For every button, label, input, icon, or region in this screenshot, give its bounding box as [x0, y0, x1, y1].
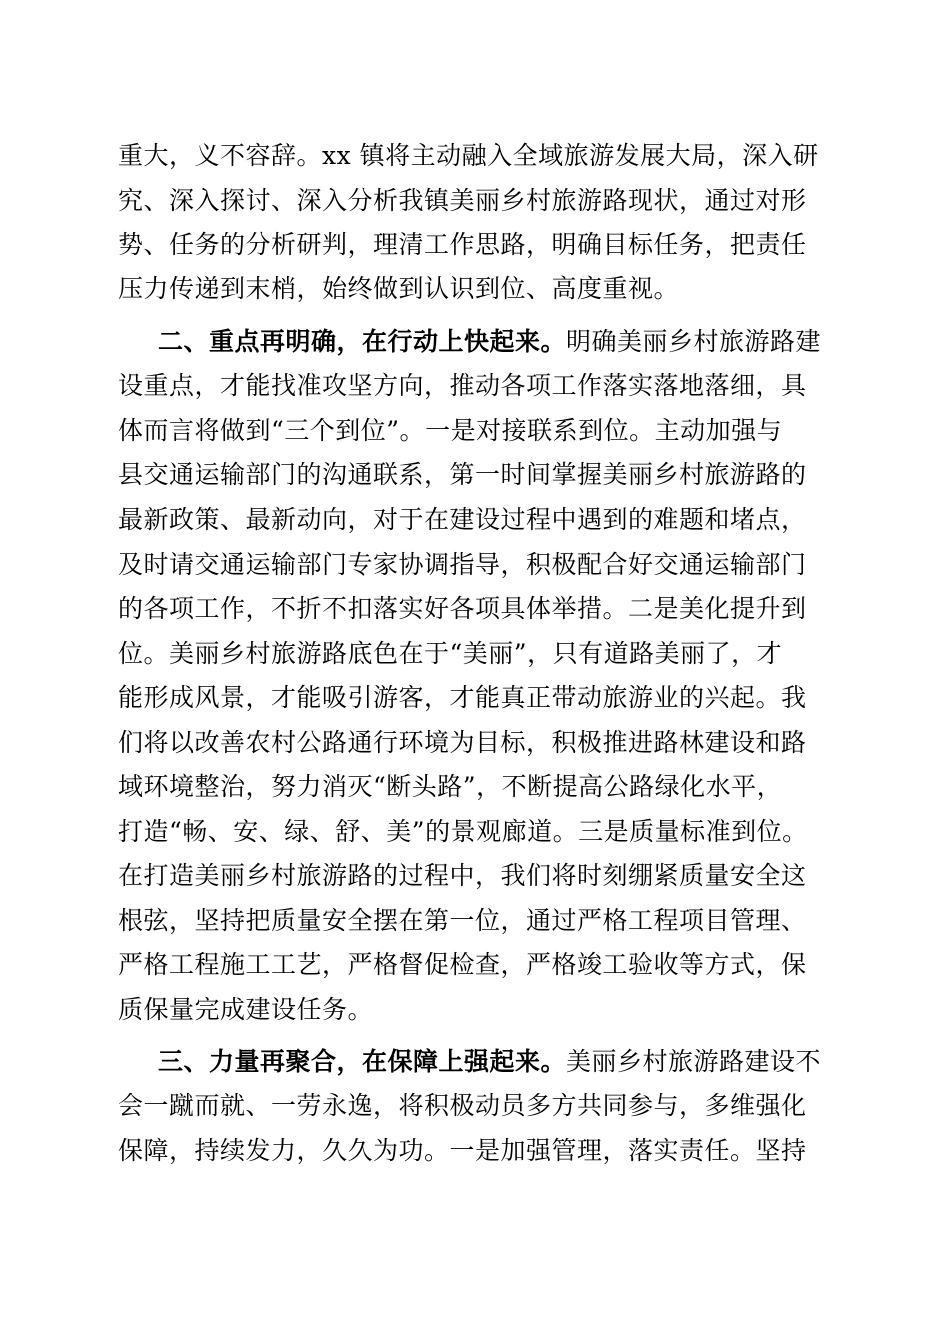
paragraph-line: 体而言将做到“三个到位”。一是对接联系到位。主动加强与: [118, 416, 783, 445]
paragraph-text: 明确美丽乡村旅游路建: [566, 327, 822, 356]
paragraph-line: 严格工程施工工艺，严格督促检查，严格竣工验收等方式，保: [118, 950, 807, 979]
paragraph-line: 压力传递到末梢，始终做到认识到位、高度重视。: [118, 274, 680, 303]
section-heading: 三、力量再聚合，在保障上强起来。: [158, 1047, 567, 1076]
paragraph-line: 打造“畅、安、绿、舒、美”的景观廊道。三是质量标准到位。: [118, 817, 808, 846]
paragraph-line: 会一蹴而就、一劳永逸，将积极动员多方共同参与，多维强化: [118, 1091, 807, 1120]
paragraph-line: 的各项工作，不折不扣落实好各项具体举措。二是美化提升到: [118, 594, 807, 623]
paragraph-line: 们将以改善农村公路通行环境为目标，积极推进路林建设和路: [118, 728, 807, 757]
paragraph-line: 能形成风景，才能吸引游客，才能真正带动旅游业的兴起。我: [118, 683, 807, 712]
section-heading: 二、重点再明确，在行动上快起来。: [158, 327, 567, 356]
paragraph-line: 保障，持续发力，久久为功。一是加强管理，落实责任。坚持: [118, 1136, 807, 1165]
paragraph-line: 最新政策、最新动向，对于在建设过程中遇到的难题和堵点，: [118, 505, 807, 534]
paragraph-first-line: [158, 324, 838, 360]
paragraph-first-line: [158, 1044, 838, 1080]
paragraph-line: 根弦，坚持把质量安全摆在第一位，通过严格工程项目管理、: [118, 906, 807, 935]
paragraph-line: 设重点，才能找准攻坚方向，推动各项工作落实落地落细，具: [118, 371, 807, 400]
paragraph-line: 位。美丽乡村旅游路底色在于“美丽”，只有道路美丽了，才: [118, 639, 783, 668]
paragraph-line: 及时请交通运输部门专家协调指导，积极配合好交通运输部门: [118, 550, 807, 579]
paragraph-line: 域环境整治，努力消灭“断头路”，不断提高公路绿化水平，: [118, 772, 783, 801]
paragraph-line: 县交通运输部门的沟通联系，第一时间掌握美丽乡村旅游路的: [118, 460, 807, 489]
paragraph-line: 究、深入探讨、深入分析我镇美丽乡村旅游路现状，通过对形: [118, 186, 807, 215]
paragraph-line: 重大，义不容辞。xx 镇将主动融入全域旅游发展大局，深入研: [118, 141, 819, 170]
paragraph-line: 势、任务的分析研判，理清工作思路，明确目标任务，把责任: [118, 230, 807, 259]
paragraph-line: 在打造美丽乡村旅游路的过程中，我们将时刻绷紧质量安全这: [118, 861, 807, 890]
paragraph-text: 美丽乡村旅游路建设不: [566, 1047, 822, 1076]
paragraph-line: 质保量完成建设任务。: [118, 995, 374, 1024]
